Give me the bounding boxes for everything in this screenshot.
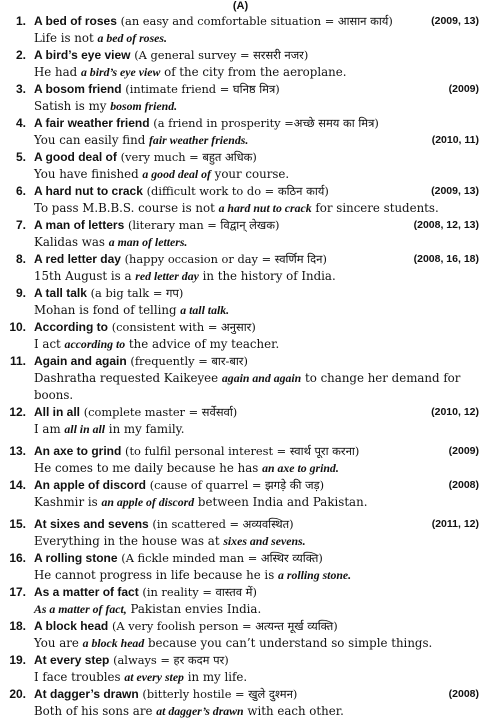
idiom-heading-line [0, 353, 481, 370]
idiom-entry [0, 47, 481, 81]
idiom-emphasis: a bed of roses. [97, 31, 167, 45]
example-sentence-line [0, 268, 481, 285]
example-sentence: Kalidas was a man of letters. [34, 235, 188, 249]
idiom-entry [0, 516, 481, 550]
idiom-emphasis: sixes and sevens. [223, 534, 306, 548]
example-sentence-line [0, 30, 481, 47]
idiom-entry [0, 13, 481, 47]
idiom-heading [34, 183, 481, 200]
example-sentence-line [0, 166, 481, 183]
section-heading: (A) [232, 0, 249, 12]
idiom-heading-line [0, 652, 481, 669]
idiom-heading-line [0, 686, 481, 703]
idiom-heading-line [0, 319, 481, 336]
idiom-phrase: Again and again [34, 354, 127, 368]
example-sentence: You have finished a good deal of your course. [34, 167, 290, 181]
idiom-heading-line [0, 251, 481, 268]
idiom-meaning: (A fickle minded man = अस्थिर व्यक्ति) [121, 551, 323, 565]
idiom-heading [34, 516, 481, 533]
idiom-emphasis: red letter day [135, 269, 199, 283]
entry-number: 19. [9, 653, 26, 667]
idiom-meaning: (to fulfil personal interest = स्वार्थ पूरा करना) [125, 444, 360, 458]
idiom-entry [0, 353, 481, 404]
idiom-emphasis: a tall talk. [180, 303, 230, 317]
example-sentence-line [0, 567, 481, 584]
idiom-phrase: At dagger’s drawn [34, 687, 139, 701]
idiom-emphasis: at every step [124, 670, 184, 684]
entry-number: 2. [15, 48, 26, 62]
idiom-emphasis: fair weather friends. [149, 133, 249, 147]
exam-years: (2010, 12) [431, 406, 479, 418]
example-sentence: He cannot progress in life because he is a rolling stone. [34, 568, 352, 582]
example-sentence: You can easily find fair weather friends. [34, 133, 249, 147]
idiom-phrase: A bird’s eye view [34, 48, 131, 62]
idiom-meaning: (literary man = विद्वान् लेखक) [127, 218, 280, 232]
idiom-heading-line [0, 584, 481, 601]
example-sentence: As a matter of fact, Pakistan envies India. [34, 602, 262, 616]
entry-number: 17. [9, 585, 26, 599]
entry-number: 7. [15, 218, 26, 232]
exam-years: (2011, 12) [431, 518, 479, 530]
example-sentence: I am all in all in my family. [34, 422, 185, 436]
idiom-heading [34, 443, 481, 460]
idiom-heading [34, 652, 481, 669]
idiom-entry [0, 251, 481, 285]
idiom-emphasis: a hard nut to crack [218, 201, 312, 215]
idiom-phrase: As a matter of fact [34, 585, 139, 599]
idiom-emphasis: a rolling stone. [278, 568, 352, 582]
idiom-meaning: (difficult work to do = कठिन कार्य) [146, 184, 329, 198]
exam-years: (2009) [448, 83, 479, 95]
idiom-heading [34, 477, 481, 494]
idiom-entry [0, 550, 481, 584]
entry-number: 20. [9, 687, 26, 701]
exam-years: (2009, 13) [431, 15, 479, 27]
idiom-heading-line [0, 47, 481, 64]
example-sentence-line [0, 336, 481, 353]
example-sentence-line [0, 302, 481, 319]
idiom-heading-line [0, 404, 481, 421]
entry-number: 4. [15, 116, 26, 130]
idiom-entry [0, 443, 481, 477]
example-sentence-line [0, 370, 481, 387]
idiom-heading [34, 13, 481, 30]
exam-years: (2008, 16, 18) [413, 253, 479, 265]
idiom-phrase: A hard nut to crack [34, 184, 143, 198]
idiom-heading [34, 149, 481, 166]
entry-number: 1. [15, 14, 26, 28]
idiom-entry [0, 319, 481, 353]
idiom-entry [0, 115, 481, 149]
example-sentence-line [0, 200, 481, 217]
idiom-meaning: (bitterly hostile = खुले दुश्मन) [142, 687, 298, 701]
example-sentence-line [0, 635, 481, 652]
idiom-emphasis: a man of letters. [108, 235, 188, 249]
example-sentence: Mohan is fond of telling a tall talk. [34, 303, 230, 317]
idiom-heading-line [0, 618, 481, 635]
idiom-entry [0, 584, 481, 618]
idiom-heading-line [0, 217, 481, 234]
idiom-phrase: A red letter day [34, 252, 121, 266]
idiom-emphasis: all in all [64, 422, 106, 436]
idiom-emphasis: As a matter of fact, [34, 602, 127, 616]
entry-number: 10. [9, 320, 26, 334]
example-sentence: Life is not a bed of roses. [34, 31, 167, 45]
idiom-phrase: A man of letters [34, 218, 125, 232]
idiom-entry [0, 652, 481, 686]
idiom-emphasis: according to [64, 337, 126, 351]
idiom-heading-line [0, 149, 481, 166]
idiom-heading-line [0, 550, 481, 567]
idiom-heading [34, 686, 481, 703]
example-sentence-cont-line [0, 387, 481, 404]
idiom-emphasis: an apple of discord [101, 495, 195, 509]
exam-years: (2009) [448, 445, 479, 457]
idiom-phrase: A fair weather friend [34, 116, 150, 130]
idiom-entry [0, 686, 481, 720]
idiom-meaning: (complete master = सर्वेसर्वा) [83, 405, 238, 419]
idiom-phrase: A rolling stone [34, 551, 118, 565]
entry-number: 9. [15, 286, 26, 300]
entry-number: 8. [15, 252, 26, 266]
idiom-meaning: (always = हर कदम पर) [113, 653, 229, 667]
entry-number: 5. [15, 150, 26, 164]
idiom-meaning: (A general survey = सरसरी नजर) [134, 48, 309, 62]
idiom-meaning: (a big talk = गप) [90, 286, 184, 300]
idiom-entry [0, 183, 481, 217]
idiom-meaning: (intimate friend = घनिष्ठ मित्र) [125, 82, 280, 96]
idiom-emphasis: an axe to grind. [262, 461, 339, 475]
idiom-heading [34, 618, 481, 635]
idiom-entry [0, 477, 481, 511]
idiom-phrase: A block head [34, 619, 109, 633]
idiom-phrase: A bosom friend [34, 82, 122, 96]
example-sentence: He comes to me daily because he has an axe to grind. [34, 461, 339, 475]
idiom-heading [34, 319, 481, 336]
idiom-heading [34, 584, 481, 601]
idiom-phrase: A bed of roses [34, 14, 117, 28]
idiom-phrase: At sixes and sevens [34, 517, 149, 531]
idiom-heading [34, 115, 481, 132]
entry-number: 13. [9, 444, 26, 458]
idiom-meaning: (in scattered = अव्यवस्थित) [152, 517, 294, 531]
example-sentence: 15th August is a red letter day in the history of India. [34, 269, 336, 283]
idiom-phrase: An apple of discord [34, 478, 147, 492]
example-sentence-line [0, 98, 481, 115]
idiom-entry [0, 149, 481, 183]
idiom-entry [0, 285, 481, 319]
example-sentence-line [0, 460, 481, 477]
example-sentence-line [0, 601, 481, 618]
example-sentence: Everything in the house was at sixes and sevens. [34, 534, 306, 548]
idiom-emphasis: again and again [221, 371, 302, 385]
exam-years: (2009, 13) [431, 185, 479, 197]
idiom-meaning: (frequently = बार-बार) [130, 354, 248, 368]
idiom-heading [34, 550, 481, 567]
idiom-phrase: All in all [34, 405, 81, 419]
idiom-entry [0, 217, 481, 251]
exam-years: (2008) [448, 688, 479, 700]
idiom-emphasis: bosom friend. [110, 99, 178, 113]
entry-number: 12. [9, 405, 26, 419]
example-sentence-line [0, 421, 481, 438]
example-sentence: He had a bird’s eye view of the city from the aeroplane. [34, 65, 347, 79]
entry-number: 3. [15, 82, 26, 96]
example-sentence-cont: boons. [34, 388, 74, 402]
idiom-phrase: According to [34, 320, 108, 334]
example-sentence: You are a block head because you can’t understand so simple things. [34, 636, 433, 650]
entry-number: 18. [9, 619, 26, 633]
exam-years: (2010, 11) [431, 134, 479, 146]
entry-number: 11. [9, 354, 26, 368]
idiom-heading [34, 47, 481, 64]
idiom-heading [34, 285, 481, 302]
idiom-heading-line [0, 13, 481, 30]
idiom-heading-line [0, 477, 481, 494]
idiom-meaning: (consistent with = अनुसार) [111, 320, 256, 334]
example-sentence: I act according to the advice of my teacher. [34, 337, 280, 351]
example-sentence-line [0, 64, 481, 81]
idiom-meaning: (in reality = वास्तव में) [142, 585, 257, 599]
example-sentence: Both of his sons are at dagger’s drawn with each other. [34, 704, 344, 718]
idiom-heading-line [0, 285, 481, 302]
idiom-heading [34, 81, 481, 98]
idiom-heading [34, 404, 481, 421]
example-sentence: I face troubles at every step in my life. [34, 670, 248, 684]
entry-number: 6. [15, 184, 26, 198]
example-sentence-line [0, 494, 481, 511]
entry-number: 15. [9, 517, 26, 531]
idiom-heading-line [0, 183, 481, 200]
example-sentence: Dashratha requested Kaikeyee again and again to change her demand for [34, 371, 461, 385]
idiom-meaning: (cause of quarrel = झगड़े की जड़) [149, 478, 325, 492]
example-sentence: Satish is my bosom friend. [34, 99, 178, 113]
entry-number: 14. [9, 478, 26, 492]
idiom-meaning: (A very foolish person = अत्यन्त मूर्ख व्यक्ति) [111, 619, 338, 633]
idiom-heading [34, 353, 481, 370]
exam-years: (2008) [448, 479, 479, 491]
idiom-list [0, 13, 481, 720]
exam-years: (2008, 12, 13) [413, 219, 479, 231]
idiom-meaning: (a friend in prosperity =अच्छे समय का मित्र) [153, 116, 379, 130]
idiom-emphasis: a bird’s eye view [80, 65, 161, 79]
idiom-emphasis: a block head [82, 636, 145, 650]
idiom-meaning: (happy occasion or day = स्वर्णिम दिन) [124, 252, 327, 266]
example-sentence-line [0, 132, 481, 149]
idiom-heading-line [0, 516, 481, 533]
example-sentence-line [0, 234, 481, 251]
entry-number: 16. [9, 551, 26, 565]
example-sentence-line [0, 669, 481, 686]
idiom-emphasis: a good deal of [142, 167, 211, 181]
idiom-entry [0, 618, 481, 652]
idiom-heading-line [0, 443, 481, 460]
idiom-heading-line [0, 81, 481, 98]
idiom-phrase: A tall talk [34, 286, 87, 300]
idiom-phrase: At every step [34, 653, 110, 667]
idiom-emphasis: at dagger’s drawn [156, 704, 244, 718]
idiom-phrase: A good deal of [34, 150, 117, 164]
idiom-phrase: An axe to grind [34, 444, 122, 458]
example-sentence: Kashmir is an apple of discord between India and Pakistan. [34, 495, 368, 509]
idiom-meaning: (very much = बहुत अधिक) [120, 150, 257, 164]
idiom-entry [0, 81, 481, 115]
idiom-heading-line [0, 115, 481, 132]
idiom-entry [0, 404, 481, 438]
example-sentence: To pass M.B.B.S. course is not a hard nut to crack for sincere students. [34, 201, 439, 215]
idiom-meaning: (an easy and comfortable situation = आसान कार्य) [120, 14, 393, 28]
example-sentence-line [0, 533, 481, 550]
